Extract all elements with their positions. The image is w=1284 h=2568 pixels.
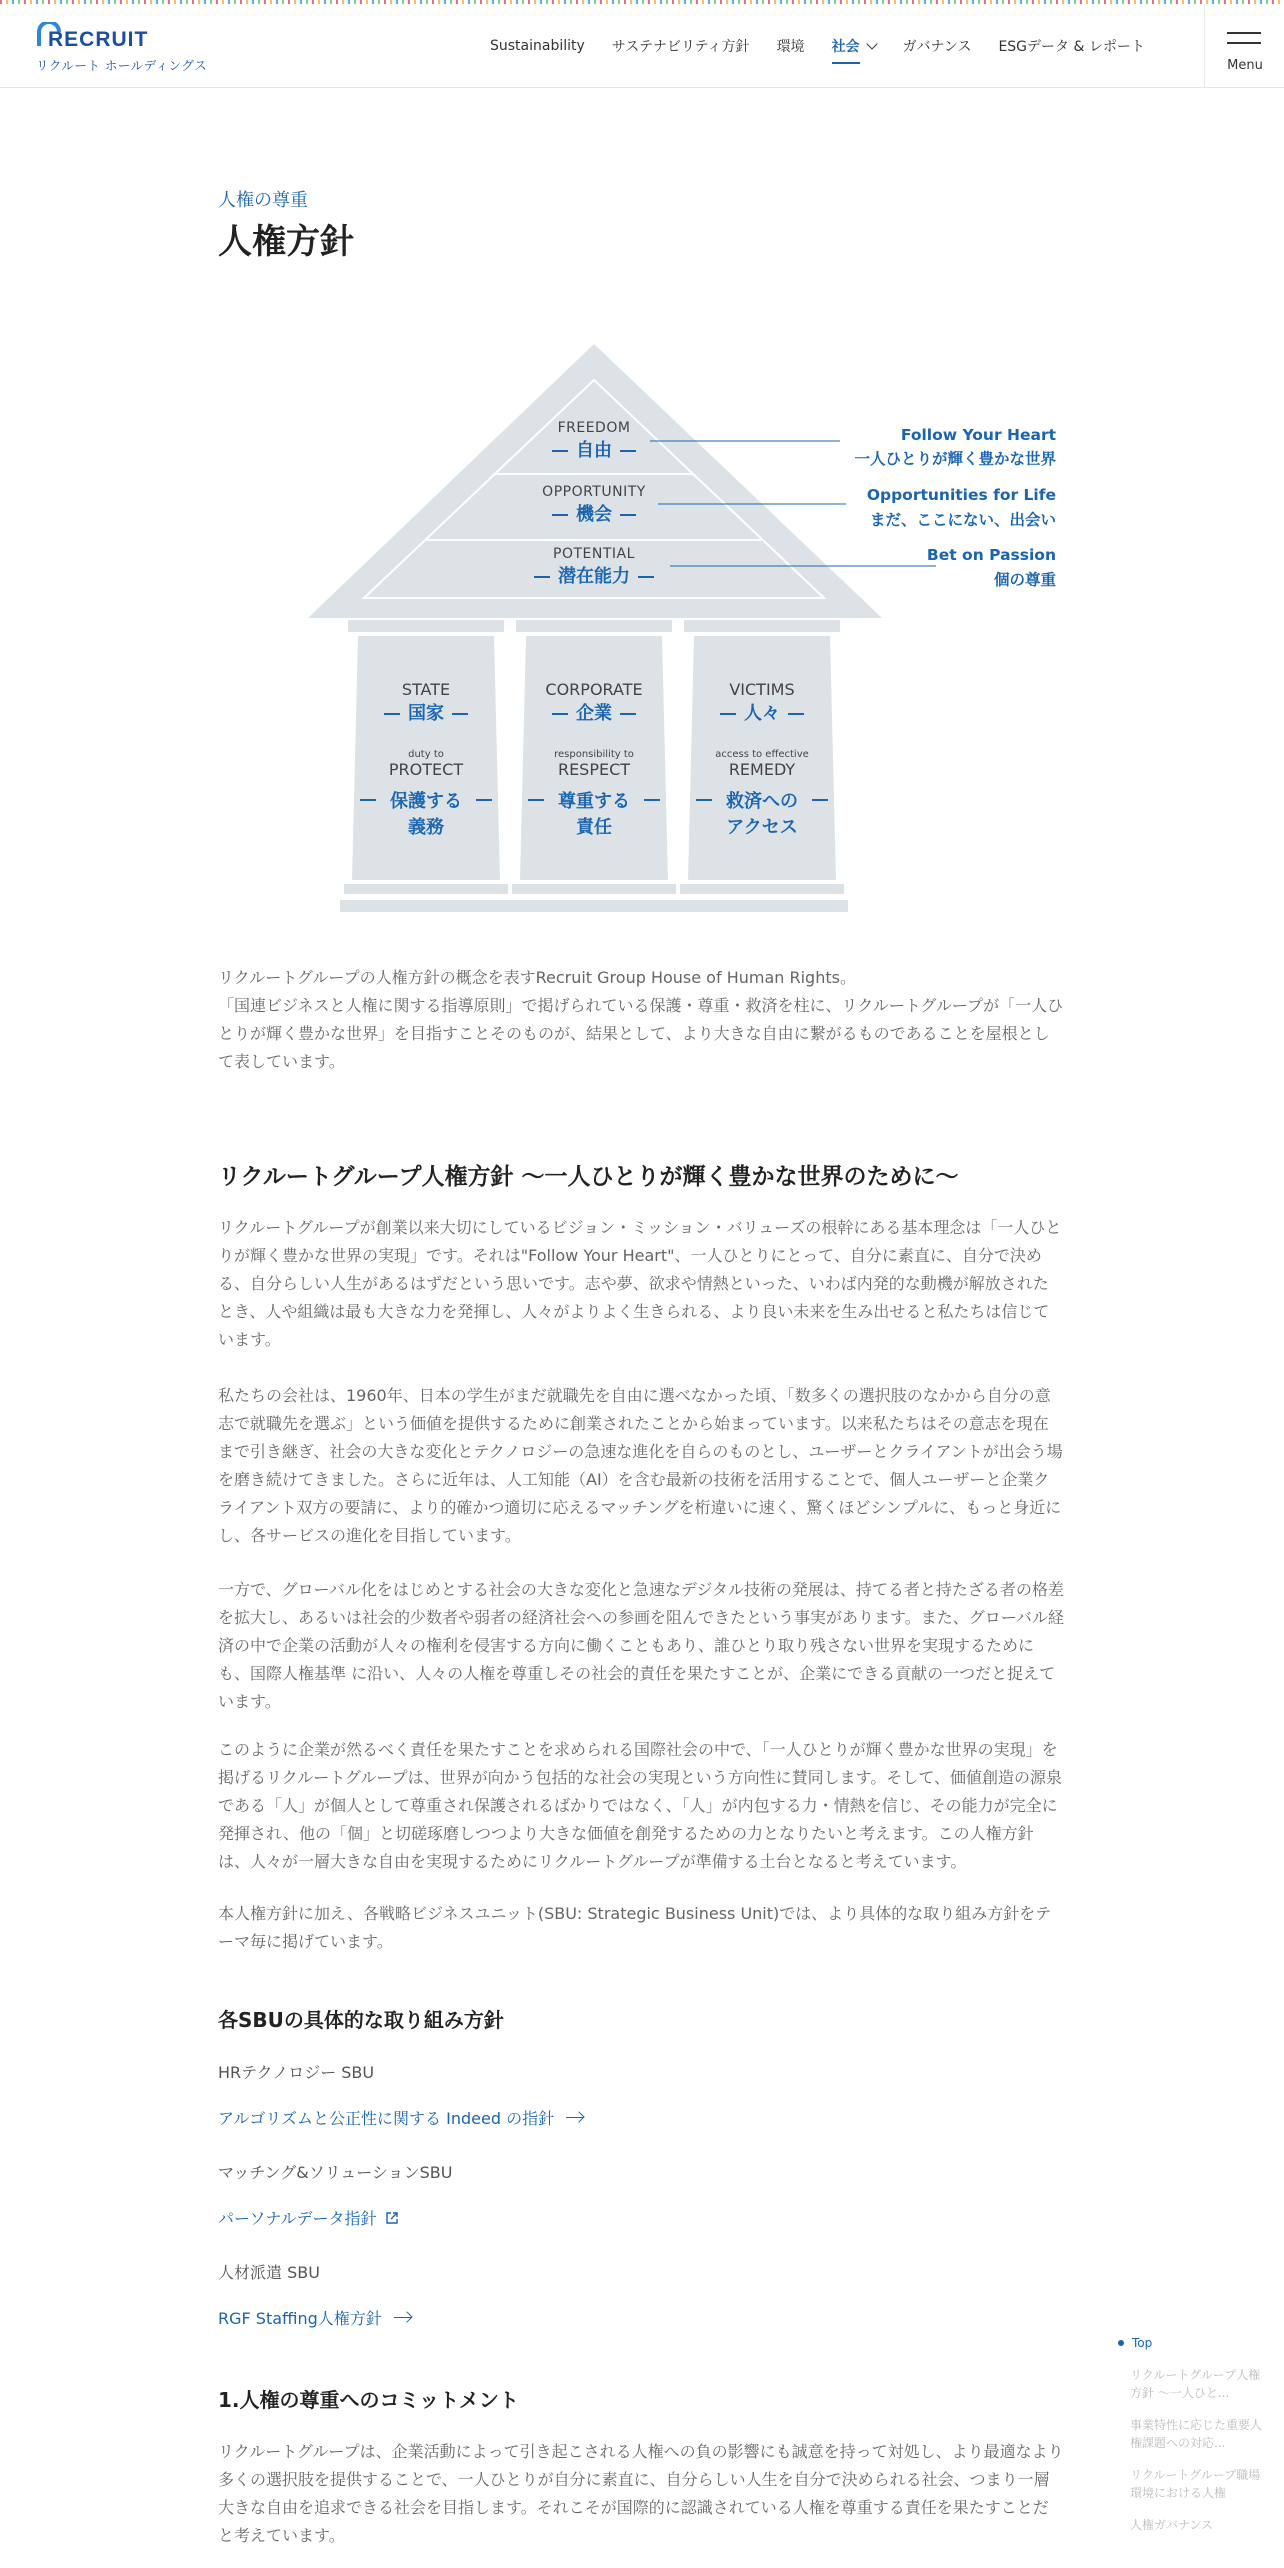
hamburger-icon	[1227, 32, 1261, 52]
pillar-state-text	[352, 680, 500, 839]
policy-paragraph-2: 私たちの会社は、1960年、日本の学生がまだ就職先を自由に選べなかった頃、「数多くの選択肢のなかから自分の意志で就職先を選ぶ」という価値を提供するために創業されたことから始まっています。以来私たちはその意志を現在まで引き継ぎ、社会の大きな変化とテクノロジーの急速な進化を自らのものとし、ユーザーとクライアントが出会う場を磨き続けてきました。さらに近年は、人工知能（AI）を含む最新の技術を活用することで、個人ユーザーと企業クライアント双方の要請に、より的確かつ適切に応えるマッチングを桁違いに速く、驚くほどシンプルに、もっと身近にし、各サービスの進化を目指しています。	[218, 1386, 1063, 1545]
opportunity-jp: 機会	[494, 500, 694, 526]
opportunity-right-en: Opportunities for Life	[866, 486, 1056, 504]
main-nav	[490, 4, 1172, 88]
intro-line-1: リクルートグループの人権方針の概念を表すRecruit Group House of Human Rights。	[218, 968, 856, 987]
arrow-right-icon	[394, 2313, 412, 2323]
link-rgf-staffing[interactable]	[218, 2306, 412, 2329]
link-indeed-algorithm[interactable]	[218, 2106, 584, 2129]
toc-item-governance[interactable]: 人権ガバナンス	[1130, 2518, 1214, 2532]
menu-button[interactable]	[1204, 4, 1284, 88]
policy-paragraph-1: リクルートグループが創業以来大切にしているビジョン・ミッション・バリューズの根幹にある基本理念は「一人ひとりが輝く豊かな世界の実現」です。それは"Follow Your Heart"、一人ひとりにとって、自分に素直に、自分で決める、自分らしい人生があるはずだという思いです。志や夢、欲求や情熱といった、いわば内発的な動機が解放されたとき、人や組織は最も大きな力を発揮し、人々がよりよく生きられる、より良い未来を生み出せると私たちは信じています。	[218, 1218, 1062, 1349]
pillar-base-3	[680, 884, 844, 894]
policy-paragraph-3: 一方で、グローバル化をはじめとする社会の大きな変化と急速なデジタル技術の発展は、持てる者と持たざる者の格差を拡大し、あるいは社会的少数者や弱者の経済社会への参画を阻んできたという事実があります。また、グローバル経済の中で企業の活動が人々の権利を侵害する方向に働くこともあり、誰ひとり取り残さない世界を実現するためにも、国際人権基準 に沿い、人々の人権を尊重しその社会的責任を果たすことが、企業にできる貢献の一つだと捉えています。	[218, 1580, 1064, 1711]
sbu-heading: 各SBUの具体的な取り組み方針	[218, 2008, 504, 2032]
policy-heading: リクルートグループ人権方針 〜一人ひとりが輝く豊かな世界のために〜	[218, 1164, 959, 1190]
nav-sustainability-policy[interactable]: サステナビリティ方針	[611, 39, 750, 55]
pillar-victims-jp2: 救済への アクセス	[688, 787, 836, 839]
pillar-corporate-jp: 企業	[520, 699, 668, 725]
pillar-victims-small: access to effective	[715, 749, 809, 760]
intro-text	[218, 964, 1064, 1076]
nav-society[interactable]	[832, 36, 876, 56]
pillar-state-mid: PROTECT	[388, 760, 464, 779]
freedom-label: FREEDOM	[557, 420, 631, 436]
pillar-state-jp: 国家	[352, 699, 500, 725]
menu-label: Menu	[1227, 58, 1263, 73]
foundation	[340, 900, 848, 912]
floating-toc	[1118, 2336, 1268, 2548]
toc-item-policy[interactable]: リクルートグループ人権方針 〜一人ひと...	[1130, 2368, 1261, 2400]
arrow-right-icon	[566, 2113, 584, 2123]
link-personal-data-text: パーソナルデータ指針	[218, 2209, 377, 2228]
pillar-cap-1	[348, 620, 504, 632]
opportunity-label: OPPORTUNITY	[542, 484, 646, 500]
pillar-state-jp2: 保護する 義務	[352, 787, 500, 839]
commitment-heading: 1.人権の尊重へのコミットメント	[218, 2388, 519, 2412]
freedom-right-en: Follow Your Heart	[900, 426, 1056, 444]
pillar-cap-3	[684, 620, 840, 632]
page-title: 人権方針	[218, 222, 354, 262]
pillar-victims-jp: 人々	[688, 699, 836, 725]
potential-label: POTENTIAL	[553, 546, 635, 562]
link-rgf-staffing-text: RGF Staffing人権方針	[218, 2309, 382, 2328]
house-of-human-rights-diagram	[300, 340, 1080, 930]
potential-right-en: Bet on Passion	[926, 546, 1056, 564]
nav-governance[interactable]: ガバナンス	[902, 39, 972, 55]
toc-bullet-icon	[1118, 2340, 1124, 2346]
commitment-paragraph: リクルートグループは、企業活動によって引き起こされる人権への負の影響にも誠意を持って対処し、より最適なより多くの選択肢を提供することで、一人ひとりが自分に素直に、自分らしい人生を自分で決められる社会、つまり一層大きな自由を追求できる社会を目指します。それこそが国際的に認識されている人権を尊重する責任を果たすことだと考えています。	[218, 2442, 1064, 2545]
nav-society-label: 社会	[831, 39, 860, 55]
logo-wordmark: RECRUIT	[48, 28, 149, 51]
sbu-label-matching-solution: マッチング&ソリューションSBU	[218, 2163, 453, 2182]
sbu-label-staffing: 人材派遣 SBU	[218, 2263, 320, 2282]
nav-esg-data[interactable]: ESGデータ & レポート	[998, 39, 1145, 55]
sbu-label-hr-technology: HRテクノロジー SBU	[218, 2063, 375, 2082]
logo-subtitle: リクルート ホールディングス	[36, 58, 208, 73]
pillar-corporate-jp2: 尊重する 責任	[520, 787, 668, 839]
pillar-victims-text	[688, 680, 836, 839]
toc-top-link[interactable]: Top	[1118, 2336, 1268, 2350]
potential-jp: 潜在能力	[474, 562, 714, 588]
opportunity-right-jp: まだ、ここにない、出会い	[869, 511, 1056, 529]
nav-sustainability[interactable]: Sustainability	[490, 38, 585, 54]
pillar-cap-2	[516, 620, 672, 632]
site-header	[0, 4, 1284, 88]
pillar-corporate-en: CORPORATE	[545, 680, 643, 699]
pillar-base-2	[512, 884, 676, 894]
nav-environment[interactable]: 環境	[776, 39, 805, 55]
roof-opportunity	[494, 484, 694, 526]
external-link-icon	[385, 2211, 399, 2225]
pillar-victims-en: VICTIMS	[729, 680, 795, 699]
policy-paragraph-5: 本人権方針に加え、各戦略ビジネスユニット(SBU: Strategic Business Unit)では、より具体的な取り組み方針をテーマ毎に掲げています。	[218, 1904, 1052, 1951]
toc-item-business-issues[interactable]: 事業特性に応じた重要人権課題への対応...	[1130, 2418, 1263, 2450]
pillar-victims-mid: REMEDY	[728, 760, 796, 779]
link-indeed-algorithm-text: アルゴリズムと公正性に関する Indeed の指針	[218, 2109, 555, 2128]
roof-potential	[474, 546, 714, 588]
pillar-corporate-mid: RESPECT	[557, 760, 631, 779]
freedom-right-jp: 一人ひとりが輝く豊かな世界	[854, 450, 1056, 468]
intro-line-2: 「国連ビジネスと人権に関する指導原則」で掲げられている保護・尊重・救済を柱に、リクルートグループが「一人ひとりが輝く豊かな世界」を目指すことそのものが、結果として、より大きな自由に繋がるものであることを屋根として表しています。	[218, 996, 1064, 1071]
chevron-down-icon	[866, 38, 877, 49]
pillar-corporate-small: responsibility to	[554, 749, 634, 760]
pillar-state-en: STATE	[401, 680, 451, 699]
potential-right-jp: 個の尊重	[993, 571, 1056, 589]
recruit-logo[interactable]	[36, 20, 206, 74]
freedom-jp: 自由	[494, 436, 694, 462]
pillar-base-1	[344, 884, 508, 894]
link-personal-data[interactable]	[218, 2206, 399, 2229]
page-eyebrow: 人権の尊重	[218, 190, 308, 211]
pillar-corporate-text	[520, 680, 668, 839]
policy-paragraph-4: このように企業が然るべく責任を果たすことを求められる国際社会の中で、「一人ひとりが輝く豊かな世界の実現」を掲げるリクルートグループは、世界が向かう包括的な社会の実現という方向性に賛同します。そして、価値創造の源泉である「人」が個人として尊重され保護されるばかりではなく、「人」が内包する力・情熱を信じ、その能力が完全に発揮され、他の「個」と切磋琢磨しつつより大きな価値を創発するための力となりたいと考えます。この人権方針は、人々が一層大きな自由を実現するためにリクルートグループが準備する土台となると考えています。	[218, 1740, 1063, 1871]
pillar-state-small: duty to	[408, 749, 444, 760]
toc-item-workplace[interactable]: リクルートグループ職場環境における人権	[1130, 2468, 1261, 2500]
roof-freedom	[494, 420, 694, 462]
